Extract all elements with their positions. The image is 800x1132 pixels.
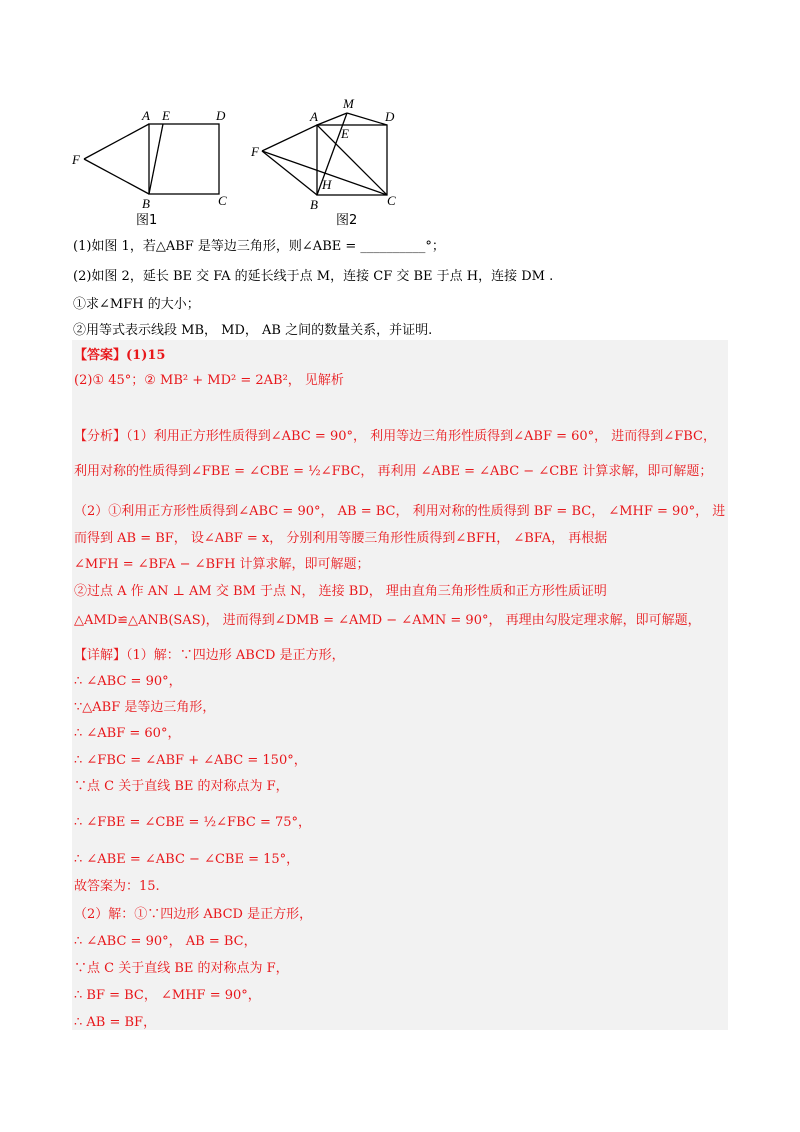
fig2-label-B: B (310, 197, 318, 212)
fig2-label-A: A (310, 109, 318, 124)
analysis-line-1: 【分析】（1）利用正方形性质得到∠ABC = 90°， 利用等边三角形性质得到∠ABF = 60°， 进而得到∠FBC， (74, 429, 716, 444)
figure-2 (248, 93, 408, 218)
fig2-label-H: H (322, 177, 332, 192)
fig1-label-F: F (72, 152, 80, 167)
fig2-label-D: D (385, 109, 395, 124)
question-part-1: (1)如图 1，若△ABF 是等边三角形，则∠ABE = __________°； (73, 239, 445, 254)
answer-line-1: (1)15 (126, 348, 166, 363)
analysis-line-4: 而得到 AB = BF， 设∠ABF = x， 分别利用等腰三角形性质得到∠BFH， ∠BFA， 再根据 (74, 531, 608, 546)
figure-2-caption: 图2 (336, 213, 358, 228)
answer-line-2: (2)① 45°；② MB² + MD² = 2AB²， 见解析 (74, 373, 344, 388)
analysis-line-5: ∠MFH = ∠BFA − ∠BFH 计算求解，即可解题； (74, 557, 370, 572)
analysis-line-3: （2）①利用正方形性质得到∠ABC = 90°， AB = BC， 利用对称的性质得到 BF = BC， ∠MHF = 90°， 进 (74, 504, 726, 519)
detail-line-13: ∴ BF = BC， ∠MHF = 90°， (74, 988, 261, 1003)
analysis-line-2: 利用对称的性质得到∠FBE = ∠CBE = ½∠FBC， 再利用 ∠ABE = ∠ABC − ∠CBE 计算求解，即可解题； (74, 464, 713, 479)
figure-2-diagram (248, 93, 408, 218)
fig1-label-C: C (218, 193, 227, 208)
fig2-label-E: E (341, 126, 349, 141)
detail-line-7: ∴ ∠FBE = ∠CBE = ½∠FBC = 75°， (74, 815, 312, 830)
question-part-2-2: ②用等式表示线段 MB， MD， AB 之间的数量关系，并证明. (73, 323, 433, 338)
fig1-label-E: E (162, 108, 170, 123)
detail-line-6: ∵点 C 关于直线 BE 的对称点为 F， (74, 779, 289, 794)
fig1-label-B: B (142, 196, 150, 211)
question-part-2-1: ①求∠MFH 的大小； (73, 297, 200, 312)
fig2-label-M: M (343, 96, 354, 111)
fig2-label-F: F (251, 144, 259, 159)
answer-label: 【答案】 (74, 348, 127, 363)
detail-line-9: 故答案为：15. (74, 879, 160, 894)
analysis-line-7: △AMD≌△ANB(SAS)， 进而得到∠DMB = ∠AMD − ∠AMN = 90°， 再理由勾股定理求解，即可解题， (74, 613, 701, 628)
analysis-line-6: ②过点 A 作 AN ⊥ AM 交 BM 于点 N， 连接 BD， 理由直角三角形性质和正方形性质证明 (74, 584, 607, 599)
detail-line-4: ∴ ∠ABF = 60°， (74, 726, 181, 741)
detail-line-3: ∵△ABF 是等边三角形， (74, 700, 216, 715)
figure-1-caption: 图1 (136, 213, 158, 228)
answer-label-line (74, 347, 165, 365)
question-part-2: (2)如图 2，延长 BE 交 FA 的延长线于点 M，连接 CF 交 BE 于点 H，连接 DM . (73, 269, 554, 284)
detail-line-11: ∴ ∠ABC = 90°， AB = BC， (74, 934, 257, 949)
detail-line-5: ∴ ∠FBC = ∠ABF + ∠ABC = 150°， (74, 753, 307, 768)
detail-line-12: ∵点 C 关于直线 BE 的对称点为 F， (74, 961, 289, 976)
detail-line-10: （2）解：①∵四边形 ABCD 是正方形， (74, 907, 313, 922)
fig2-label-C: C (387, 193, 396, 208)
fig1-label-D: D (216, 108, 226, 123)
fig1-label-A: A (142, 108, 150, 123)
detail-line-2: ∴ ∠ABC = 90°， (74, 674, 182, 689)
detail-line-14: ∴ AB = BF， (74, 1015, 157, 1030)
detail-line-8: ∴ ∠ABE = ∠ABC − ∠CBE = 15°， (74, 852, 300, 867)
detail-line-1: 【详解】（1）解：∵四边形 ABCD 是正方形， (74, 648, 345, 663)
